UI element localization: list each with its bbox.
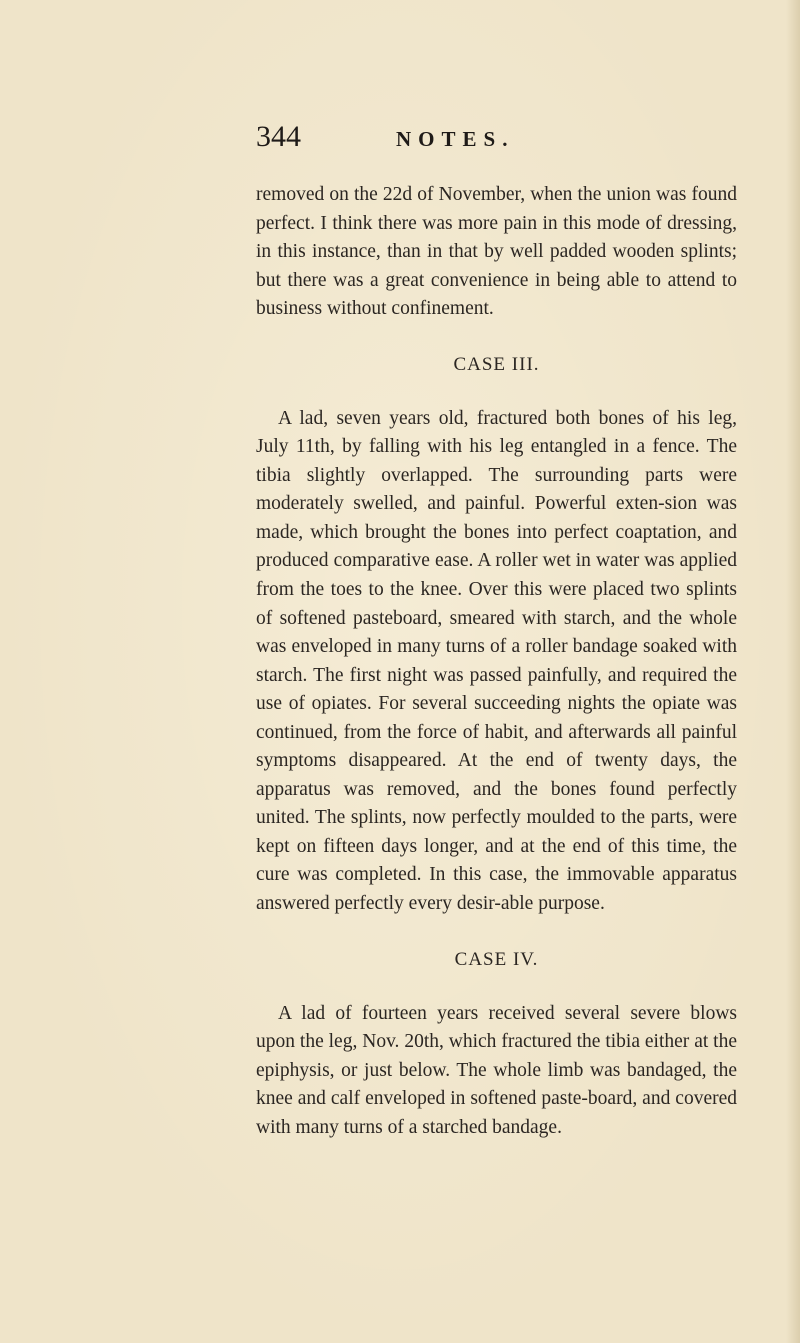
continuation-paragraph: removed on the 22d of November, when the union was found perfect. I think there was more pain in this mode of dressing, in this instance, than in that by well padded wooden splints; but there was a great convenience in being able to attend to business without confinement. bbox=[256, 184, 737, 320]
running-head bbox=[256, 119, 736, 159]
case-4-heading: CASE IV. bbox=[454, 948, 539, 970]
case-3-heading: CASE III. bbox=[453, 353, 540, 375]
case-3-paragraph: A lad, seven years old, fractured both bones of his leg, July 11th, by falling with his leg entangled in a fence. The tibia slightly overlapped. The surrounding parts were moderately swelled, and painful. Powerful exten-sion was made, which brought the bones into perfect coaptation, and produced comparative ease. A roller wet in water was applied from the toes to the knee. Over this were placed two splints of softened pasteboard, smeared with starch, and the whole was enveloped in many turns of a roller bandage soaked with starch. The first night was passed painfully, and required the use of opiates. For several succeeding nights the opiate was continued, from the force of habit, and afterwards all painful symptoms disappeared. At the end of twenty days, the apparatus was removed, and the bones found perfectly united. The splints, now perfectly moulded to the parts, were kept on fifteen days longer, and at the end of this time, the cure was completed. In this case, the immovable apparatus answered perfectly every desir-able purpose. bbox=[256, 407, 737, 915]
page-edge-shadow bbox=[786, 0, 800, 1343]
case-4-paragraph: A lad of fourteen years received several severe blows upon the leg, Nov. 20th, which fractured the tibia either at the epiphysis, or just below. The whole limb was bandaged, the knee and calf enveloped in softened paste-board, and covered with many turns of a starched bandage. bbox=[256, 1002, 737, 1138]
running-title: NOTES. bbox=[396, 127, 515, 151]
page-number: 344 bbox=[256, 120, 301, 153]
text-block bbox=[256, 181, 737, 1142]
